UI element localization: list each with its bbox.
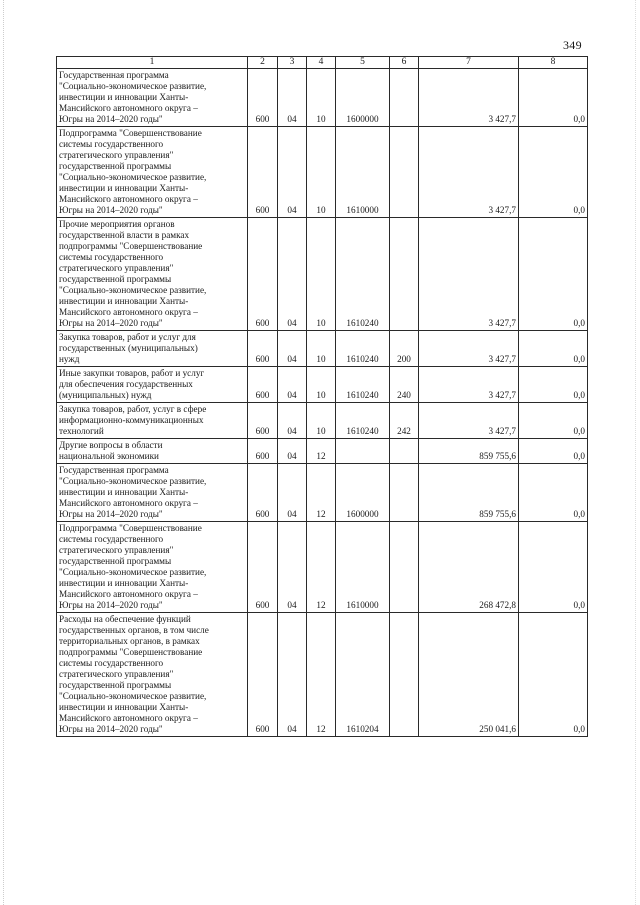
expense-type-code [390,69,419,127]
ministry-code: 600 [248,464,278,522]
ministry-code: 600 [248,439,278,464]
table-row [57,522,588,613]
row-name: Государственная программа "Социально-экономическое развитие, инвестиции и инновации Ханты- Мансийского автономного округа – Югры на 2014–2020 годы" [57,69,248,127]
column-header: 1 [57,57,248,69]
secondary-amount-value: 0,0 [519,367,588,403]
section-code: 04 [278,439,307,464]
page-number: 349 [563,38,582,52]
amount-value: 859 755,6 [419,439,519,464]
target-article-code: 1610000 [336,522,390,613]
row-name: Закупка товаров, работ, услуг в сфере информационно-коммуникационных технологий [57,403,248,439]
amount-value: 859 755,6 [419,464,519,522]
subsection-code: 12 [307,522,336,613]
secondary-amount-value: 0,0 [519,331,588,367]
column-header: 2 [248,57,278,69]
table-row [57,69,588,127]
section-code: 04 [278,367,307,403]
secondary-amount-value: 0,0 [519,522,588,613]
secondary-amount-value: 0,0 [519,613,588,737]
amount-value: 250 041,6 [419,613,519,737]
amount-value: 3 427,7 [419,69,519,127]
section-code: 04 [278,218,307,331]
row-name: Закупка товаров, работ и услуг для государственных (муниципальных) нужд [57,331,248,367]
row-name: Другие вопросы в области национальной экономики [57,439,248,464]
target-article-code: 1610240 [336,403,390,439]
subsection-code: 10 [307,403,336,439]
expense-type-code [390,464,419,522]
amount-value: 3 427,7 [419,331,519,367]
expense-type-code: 240 [390,367,419,403]
section-code: 04 [278,613,307,737]
subsection-code: 12 [307,464,336,522]
scan-edge-left [3,0,6,905]
target-article-code: 1610240 [336,218,390,331]
subsection-code: 10 [307,218,336,331]
table-row [57,218,588,331]
table-row [57,331,588,367]
row-name: Иные закупки товаров, работ и услуг для обеспечения государственных (муниципальных) нужд [57,367,248,403]
table-row [57,464,588,522]
secondary-amount-value: 0,0 [519,218,588,331]
target-article-code: 1610240 [336,367,390,403]
section-code: 04 [278,464,307,522]
scan-edge-right [633,0,636,905]
expense-type-code [390,218,419,331]
secondary-amount-value: 0,0 [519,127,588,218]
expense-type-code [390,613,419,737]
amount-value: 3 427,7 [419,403,519,439]
section-code: 04 [278,331,307,367]
amount-value: 3 427,7 [419,367,519,403]
ministry-code: 600 [248,69,278,127]
table-header-row [57,57,588,69]
target-article-code: 1610240 [336,331,390,367]
subsection-code: 10 [307,367,336,403]
subsection-code: 12 [307,439,336,464]
secondary-amount-value: 0,0 [519,403,588,439]
target-article-code: 1600000 [336,464,390,522]
target-article-code: 1610000 [336,127,390,218]
row-name: Подпрограмма "Совершенствование системы государственного стратегического управления" государственной программы "Социально-экономическое развитие, инвестиции и инновации Ханты- Мансийского автономного округа – Югры на 2014–2020 годы" [57,127,248,218]
subsection-code: 10 [307,127,336,218]
ministry-code: 600 [248,218,278,331]
row-name: Прочие мероприятия органов государственной власти в рамках подпрограммы "Совершенствование системы государственного стратегического управления" государственной программы "Социально-экономическое развитие, инвестиции и инновации Ханты- Мансийского автономного округа – Югры на 2014–2020 годы" [57,218,248,331]
ministry-code: 600 [248,613,278,737]
expense-type-code [390,522,419,613]
ministry-code: 600 [248,127,278,218]
column-header: 3 [278,57,307,69]
amount-value: 268 472,8 [419,522,519,613]
column-header: 5 [336,57,390,69]
expense-type-code: 200 [390,331,419,367]
ministry-code: 600 [248,367,278,403]
table-row [57,127,588,218]
subsection-code: 10 [307,69,336,127]
row-name: Подпрограмма "Совершенствование системы государственного стратегического управления" государственной программы "Социально-экономическое развитие, инвестиции и инновации Ханты- Мансийского автономного округа – Югры на 2014–2020 годы" [57,522,248,613]
target-article-code [336,439,390,464]
expense-type-code [390,439,419,464]
secondary-amount-value: 0,0 [519,439,588,464]
table-row [57,367,588,403]
section-code: 04 [278,69,307,127]
table-row [57,439,588,464]
ministry-code: 600 [248,331,278,367]
section-code: 04 [278,127,307,218]
secondary-amount-value: 0,0 [519,464,588,522]
expense-type-code [390,127,419,218]
target-article-code: 1610204 [336,613,390,737]
amount-value: 3 427,7 [419,218,519,331]
row-name: Расходы на обеспечение функций государственных органов, в том числе территориальных органов, в рамках подпрограммы "Совершенствование системы государственного стратегического управления" государственной программы "Социально-экономическое развитие, инвестиции и инновации Ханты- Мансийского автономного округа – Югры на 2014–2020 годы" [57,613,248,737]
ministry-code: 600 [248,403,278,439]
column-header: 7 [419,57,519,69]
column-header: 4 [307,57,336,69]
table-row [57,403,588,439]
column-header: 8 [519,57,588,69]
row-name: Государственная программа "Социально-экономическое развитие, инвестиции и инновации Ханты- Мансийского автономного округа – Югры на 2014–2020 годы" [57,464,248,522]
expense-type-code: 242 [390,403,419,439]
budget-table [56,56,588,737]
ministry-code: 600 [248,522,278,613]
subsection-code: 10 [307,331,336,367]
section-code: 04 [278,522,307,613]
table-row [57,613,588,737]
column-header: 6 [390,57,419,69]
secondary-amount-value: 0,0 [519,69,588,127]
section-code: 04 [278,403,307,439]
target-article-code: 1600000 [336,69,390,127]
subsection-code: 12 [307,613,336,737]
amount-value: 3 427,7 [419,127,519,218]
